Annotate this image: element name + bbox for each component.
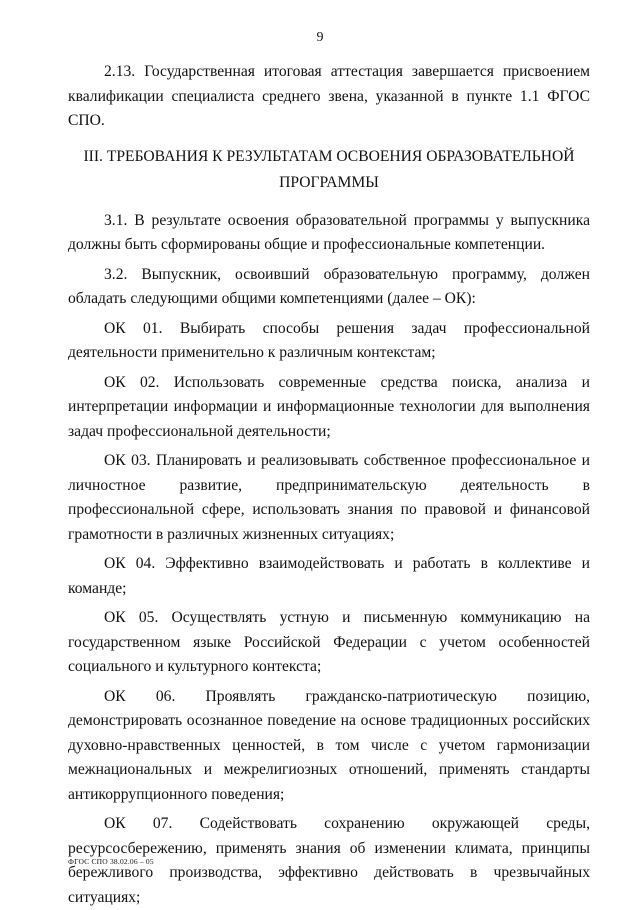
page-number: 9 bbox=[316, 30, 324, 45]
section-title-line-2: ПРОГРАММЫ bbox=[279, 173, 379, 191]
section-title-line-1: III. ТРЕБОВАНИЯ К РЕЗУЛЬТАТАМ ОСВОЕНИЯ ОБРАЗОВАТЕЛЬНОЙ bbox=[83, 147, 575, 165]
competency-ok-04: ОК 04. Эффективно взаимодействовать и работать в коллективе и команде; bbox=[68, 555, 590, 597]
competency-ok-06: ОК 06. Проявлять гражданско-патриотическую позицию, демонстрировать осознанное поведение на основе традиционных российских духовно-нравственных ценностей, в том числе с учетом гармонизации межнациональных и межрелигиозных отношений, применять стандарты антикоррупционного поведения; bbox=[68, 687, 590, 803]
footer-standard-code: ФГОС СПО 38.02.06 – 05 bbox=[68, 857, 154, 866]
competency-ok-05: ОК 05. Осуществлять устную и письменную коммуникацию на государственном языке Российской Федерации с учетом особенностей социального и культурного контекста; bbox=[68, 609, 590, 675]
document-body bbox=[68, 60, 590, 910]
competency-ok-02: ОК 02. Использовать современные средства поиска, анализа и интерпретации информации и информационные технологии для выполнения задач профессиональной деятельности; bbox=[68, 373, 590, 440]
section-title bbox=[68, 144, 590, 196]
paragraph-3-2: 3.2. Выпускник, освоивший образовательную программу, должен обладать следующими общими компетенциями (далее – ОК): bbox=[68, 265, 590, 307]
paragraph-2-13: 2.13. Государственная итоговая аттестация завершается присвоением квалификации специалиста среднего звена, указанной в пункте 1.1 ФГОС СПО. bbox=[68, 63, 590, 129]
competency-ok-01: ОК 01. Выбирать способы решения задач профессиональной деятельности применительно к различным контекстам; bbox=[68, 319, 590, 361]
competency-ok-07: ОК 07. Содействовать сохранению окружающей среды, ресурсосбережению, применять знания об изменении климата, принципы бережливого производства, эффективно действовать в чрезвычайных ситуациях; bbox=[68, 815, 590, 906]
paragraph-3-1: 3.1. В результате освоения образовательной программы у выпускника должны быть сформированы общие и профессиональные компетенции. bbox=[68, 211, 590, 253]
competency-ok-03: ОК 03. Планировать и реализовывать собственное профессиональное и личностное развитие, предпринимательскую деятельность в профессиональной сфере, использовать знания по правовой и финансовой грамотности в различных жизненных ситуациях; bbox=[68, 452, 590, 543]
